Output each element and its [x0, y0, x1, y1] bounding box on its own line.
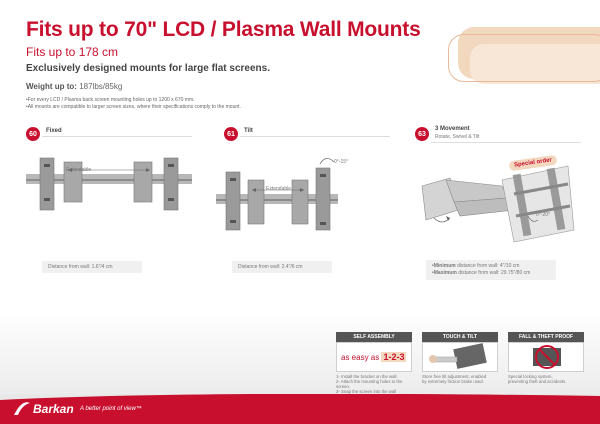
- product-name: Tilt: [244, 128, 253, 134]
- no-fall-icon: [509, 343, 583, 371]
- tilt-range-label: 0°-15°: [334, 159, 349, 165]
- page-subtitle: Fits up to 178 cm: [26, 45, 119, 59]
- brand-name: Barkan: [33, 402, 74, 416]
- feature-self-assembly: [336, 332, 412, 399]
- section-divider: [240, 136, 390, 137]
- caption-line: 2- Attach the mounting holes to the screen.: [336, 379, 403, 389]
- min-text: distance from wall: 4"/10 cm: [455, 263, 520, 269]
- distance-info: [426, 260, 556, 280]
- feature-caption: [508, 374, 584, 384]
- feature-fall-theft-proof: [508, 332, 584, 384]
- bullet-item: •All mounts are compatible to larger screen sizes, where their specifications comply to the mount.: [26, 104, 241, 110]
- product-name: Fixed: [46, 128, 62, 134]
- section-divider: [42, 136, 192, 137]
- caption-line: by extremely friction brake used.: [422, 379, 484, 384]
- product-name: 3 Movement: [435, 126, 470, 132]
- special-order-badge: Special order: [509, 155, 558, 172]
- feature-caption: [422, 374, 498, 384]
- three-movement-mount-image: [418, 150, 588, 250]
- product-subtitle: Rotate, Swivel & Tilt: [435, 134, 480, 140]
- caption-line: 3- Snap the screen into the wall: [336, 389, 397, 394]
- min-label: •Minimum: [432, 263, 456, 269]
- feature-body: [508, 342, 584, 372]
- decor-panel-outline: [448, 34, 600, 82]
- distance-info: Distance from wall: 2.4"/6 cm: [232, 261, 332, 273]
- tilt-range-label: 0°-20°: [536, 212, 551, 218]
- caption-line: Special locking system,: [508, 374, 553, 379]
- bullet-item: •For every LCD / Plasma back screen mounting holes up to 1200 x 670 mm.: [26, 97, 195, 103]
- product-number-badge: 63: [415, 127, 429, 141]
- min-distance: [432, 263, 550, 270]
- easy-as-text: [341, 352, 406, 362]
- extendable-label: Extendable: [266, 186, 292, 192]
- tilt-mount-image: [216, 150, 349, 240]
- brand-slogan: A better point of view™: [80, 406, 142, 412]
- product-number-badge: 60: [26, 127, 40, 141]
- feature-title: TOUCH & TILT: [422, 332, 498, 342]
- product-number-badge: 61: [224, 127, 238, 141]
- tagline: Exclusively designed mounts for large flat screens.: [26, 63, 270, 74]
- caption-line: preventing theft and accidents.: [508, 379, 567, 384]
- feature-body: [336, 342, 412, 372]
- section-divider: [431, 142, 581, 143]
- weight-label: Weight up to:: [26, 82, 77, 91]
- weight-spec: [26, 82, 122, 91]
- max-text: distance from wall: 29.75"/80 cm: [456, 270, 531, 276]
- feature-title: FALL & THEFT PROOF: [508, 332, 584, 342]
- feature-body: [422, 342, 498, 372]
- feature-touch-tilt: [422, 332, 498, 384]
- caption-line: 1- Install the bracket on the wall.: [336, 374, 398, 379]
- weight-value: 187lbs/85kg: [79, 82, 123, 91]
- caption-line: Store free tilt adjustment, enabled: [422, 374, 487, 379]
- easy-prefix: as easy as: [341, 353, 382, 362]
- fixed-mount-image: [26, 148, 192, 218]
- distance-info: Distance from wall: 1.6"/4 cm: [42, 261, 142, 273]
- feature-title: SELF ASSEMBLY: [336, 332, 412, 342]
- tilt-hand-icon: [423, 343, 497, 371]
- easy-steps: 1-2-3: [383, 352, 405, 362]
- extendable-label: Extendable: [66, 167, 92, 173]
- max-distance: [432, 270, 550, 277]
- page-title: Fits up to 70" LCD / Plasma Wall Mounts: [26, 18, 421, 41]
- max-label: •Maximum: [432, 270, 457, 276]
- barkan-logo-icon: [12, 401, 32, 417]
